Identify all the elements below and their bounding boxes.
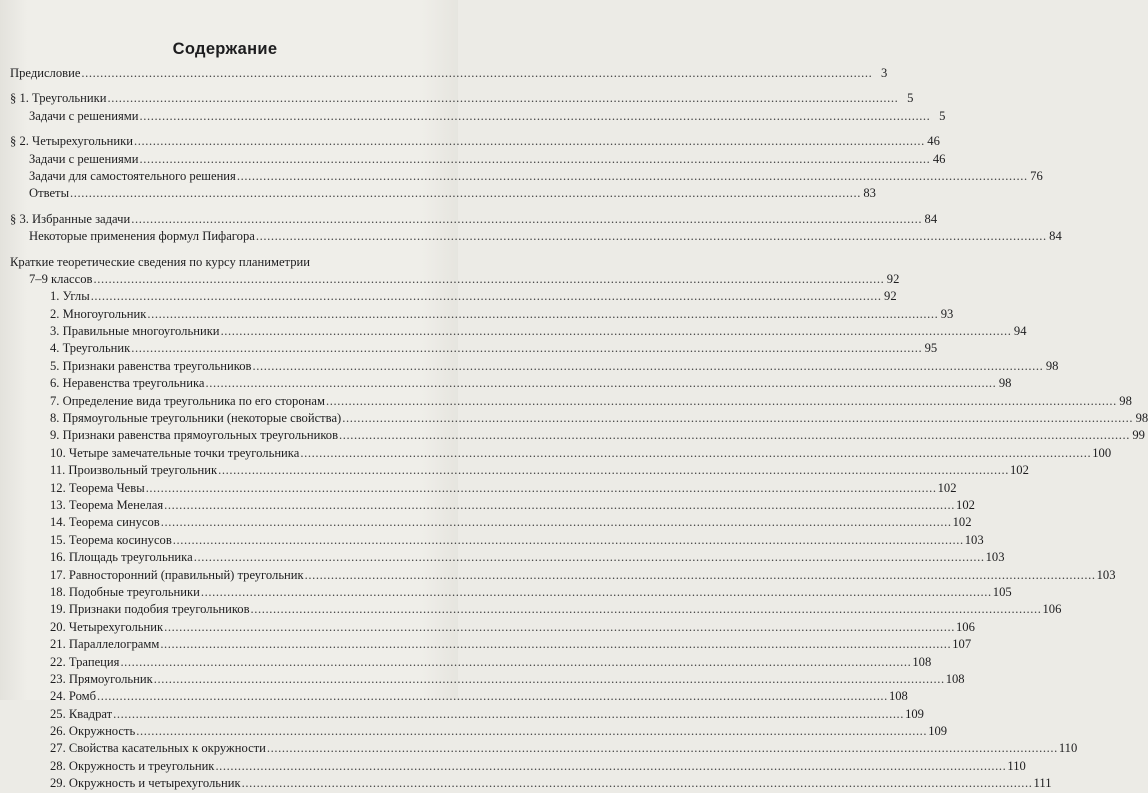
dot-leader (164, 619, 955, 636)
toc-entry (10, 688, 908, 705)
toc-entry-title: § 3. Избранные задачи (10, 211, 131, 226)
toc-entry-page-number: 109 (928, 724, 948, 739)
toc-entry (10, 90, 914, 107)
toc-entry (10, 288, 897, 305)
dot-leader (342, 410, 1133, 427)
toc-entry-title: 26. Окружность (50, 724, 136, 739)
dot-leader (131, 340, 922, 357)
dot-leader (215, 758, 1006, 775)
toc-entry-title: 22. Трапеция (50, 654, 120, 669)
toc-entry-page-number: 5 (939, 108, 946, 123)
toc-entry-title: 13. Теорема Менелая (50, 497, 164, 512)
dot-leader (201, 584, 992, 601)
toc-entry (10, 601, 1062, 618)
toc-entry-title: 11. Произвольный треугольник (50, 463, 218, 478)
toc-entry-page-number: 100 (1092, 445, 1112, 460)
dot-leader (120, 654, 911, 671)
dot-leader (146, 480, 937, 497)
toc-entry (10, 133, 940, 150)
toc-entry-page-number: 94 (1013, 324, 1027, 339)
dot-leader (173, 532, 964, 549)
toc-entry-title: 27. Свойства касательных к окружности (50, 741, 266, 756)
toc-entry-title: 12. Теорема Чевы (50, 480, 145, 495)
toc-entry (10, 254, 440, 271)
toc-entry-page-number: 98 (1045, 358, 1059, 373)
toc-entry-title: 21. Параллелограмм (50, 637, 160, 652)
toc-entry-title: Ответы (29, 186, 70, 201)
toc-entry-title: 25. Квадрат (50, 706, 113, 721)
toc-entry-title: 29. Окружность и четырехугольник (50, 776, 241, 791)
toc-entry-title: 1. Углы (50, 289, 90, 304)
toc-entry (10, 584, 1012, 601)
dot-leader (221, 323, 1012, 340)
toc-entry-page-number: 95 (924, 341, 938, 356)
toc-entry (10, 65, 888, 82)
toc-entry (10, 393, 1132, 410)
dot-leader (147, 306, 938, 323)
toc-entry (10, 497, 975, 514)
toc-entry-page-number: 103 (985, 550, 1005, 565)
toc-entry-page-number: 108 (945, 671, 965, 686)
dot-leader (251, 601, 1042, 618)
toc-entry-page-number: 98 (1135, 411, 1148, 426)
toc-entry-title: Предисловие (10, 66, 81, 80)
toc-entry (10, 358, 1059, 375)
dot-leader (305, 567, 1096, 584)
toc-entry-title: 18. Подобные треугольники (50, 584, 200, 599)
toc-entry-title: Краткие теоретические сведения по курсу планиметрии (10, 254, 310, 269)
toc-entry-title: 24. Ромб (50, 689, 97, 704)
toc-entry (10, 636, 972, 653)
toc-entry-page-number: 102 (937, 480, 957, 495)
toc-entry-page-number: 46 (927, 134, 940, 149)
toc-entry-page-number: 84 (1049, 229, 1062, 244)
toc-entry-title: 5. Признаки равенства треугольников (50, 358, 252, 373)
toc-entry (10, 532, 984, 549)
dot-leader (97, 688, 888, 705)
toc-entry (10, 410, 1148, 427)
toc-entry-title: Некоторые применения формул Пифагора (29, 229, 255, 244)
dot-leader (194, 549, 985, 566)
toc-entry-title: 3. Правильные многоугольники (50, 324, 220, 339)
dot-leader (218, 462, 1009, 479)
toc-entry-page-number: 3 (881, 66, 888, 80)
toc-entry-title: 6. Неравенства треугольника (50, 376, 205, 391)
toc-entry (10, 758, 1026, 775)
toc-entry-page-number: 92 (884, 289, 897, 304)
toc-entry-title: 20. Четырехугольник (50, 619, 164, 634)
toc-entry-title: Задачи с решениями (29, 151, 139, 166)
toc-entry (10, 151, 946, 168)
dot-leader (93, 271, 884, 288)
toc-entry-title: 16. Площадь треугольника (50, 550, 193, 565)
dot-leader (160, 636, 951, 653)
toc-entry-title: 9. Признаки равенства прямоугольных треугольников (50, 428, 339, 443)
dot-leader (140, 151, 931, 168)
toc-entry (10, 671, 965, 688)
toc-entry (10, 567, 1116, 584)
dot-leader (154, 671, 945, 688)
toc-entry (10, 775, 1052, 792)
toc-entry-page-number: 110 (1058, 741, 1078, 756)
toc-entry (10, 340, 938, 357)
toc-entry-page-number: 108 (912, 654, 932, 669)
toc-entry-page-number: 93 (940, 306, 954, 321)
dot-leader (91, 288, 882, 305)
toc-entry-page-number: 102 (1010, 463, 1029, 478)
toc-entry-title: 10. Четыре замечательные точки треугольника (50, 445, 300, 460)
dot-leader (252, 358, 1043, 375)
toc-entry-page-number: 46 (932, 151, 946, 166)
dot-leader (256, 228, 1047, 245)
toc-entry-page-number: 105 (992, 584, 1012, 599)
toc-entry (10, 108, 946, 125)
page-title: Содержание (172, 40, 278, 58)
toc-entry-page-number: 5 (907, 91, 914, 106)
toc-entry-title: Задачи с решениями (29, 108, 139, 123)
toc-entry-page-number: 83 (863, 186, 876, 201)
toc-entry (10, 480, 957, 497)
dot-leader (81, 65, 872, 82)
toc-entry-title: 19. Признаки подобия треугольников (50, 602, 250, 617)
toc-entry (10, 654, 932, 671)
toc-entry-page-number: 108 (888, 689, 908, 704)
toc-entry (10, 706, 924, 723)
toc-entry (10, 723, 948, 740)
toc-entry-page-number: 103 (1096, 567, 1116, 582)
toc-entry (10, 306, 954, 323)
toc-entry-page-number: 103 (964, 532, 984, 547)
dot-leader (206, 375, 997, 392)
toc-entry (10, 445, 1112, 462)
toc-entry-title: Задачи для самостоятельного решения (29, 168, 236, 183)
dot-leader (339, 427, 1130, 444)
toc-entry-title: 2. Многоугольник (50, 306, 147, 321)
toc-entry-page-number: 110 (1007, 758, 1026, 773)
toc-entry (10, 740, 1078, 757)
toc-entry-title: 28. Окружность и треугольник (50, 758, 215, 773)
toc-entry-title: 23. Прямоугольник (50, 671, 153, 686)
toc-entry-page-number: 98 (998, 376, 1012, 391)
toc-entry-title: 7–9 классов (29, 271, 93, 286)
toc-entry-page-number: 92 (886, 271, 900, 286)
toc-entry (10, 185, 876, 202)
toc-entry (10, 462, 1029, 479)
toc-entry (10, 271, 900, 288)
dot-leader (237, 168, 1028, 185)
toc-entry-title: 15. Теорема косинусов (50, 532, 172, 547)
dot-leader (161, 514, 952, 531)
dot-leader (242, 775, 1033, 792)
dot-leader (300, 445, 1091, 462)
toc-entry-title: § 2. Четырехугольники (10, 134, 133, 149)
dot-leader (70, 185, 861, 202)
toc-entry-title: § 1. Треугольники (10, 91, 107, 106)
toc-entry (10, 619, 975, 636)
toc-entry-page-number: 98 (1119, 393, 1132, 408)
toc-entry-page-number: 99 (1132, 428, 1145, 443)
toc-entry-title: 14. Теорема синусов (50, 515, 160, 530)
dot-leader (134, 133, 925, 150)
dot-leader (164, 497, 955, 514)
toc-entry-page-number: 106 (956, 619, 975, 634)
toc-entry-page-number: 84 (924, 211, 938, 226)
toc-entry-title: 17. Равносторонний (правильный) треугольник (50, 567, 304, 582)
toc-entry-title: 7. Определение вида треугольника по его сторонам (50, 393, 325, 408)
toc-entry (10, 168, 1043, 185)
toc-entry (10, 549, 1005, 566)
dot-leader (267, 740, 1058, 757)
toc-entry-page-number: 111 (1033, 776, 1052, 791)
toc-entry (10, 514, 972, 531)
toc-entry-title: 4. Треугольник (50, 341, 131, 356)
toc-entry (10, 228, 1062, 245)
toc-entry-page-number: 102 (956, 497, 975, 512)
dot-leader (140, 108, 931, 125)
toc-entry (10, 323, 1027, 340)
toc-entry (10, 375, 1012, 392)
toc-entry-page-number: 107 (952, 637, 972, 652)
dot-leader (113, 706, 904, 723)
toc-entry-page-number: 109 (905, 706, 924, 721)
dot-leader (107, 90, 898, 107)
toc-entry-page-number: 102 (952, 515, 972, 530)
dot-leader (131, 211, 922, 228)
dot-leader (136, 723, 927, 740)
dot-leader (326, 393, 1117, 410)
table-of-contents (10, 65, 1148, 793)
toc-entry-page-number: 106 (1042, 602, 1062, 617)
toc-entry-page-number: 76 (1030, 168, 1043, 183)
toc-entry (10, 211, 938, 228)
toc-entry-title: 8. Прямоугольные треугольники (некоторые свойства) (50, 411, 342, 426)
toc-entry (10, 427, 1145, 444)
